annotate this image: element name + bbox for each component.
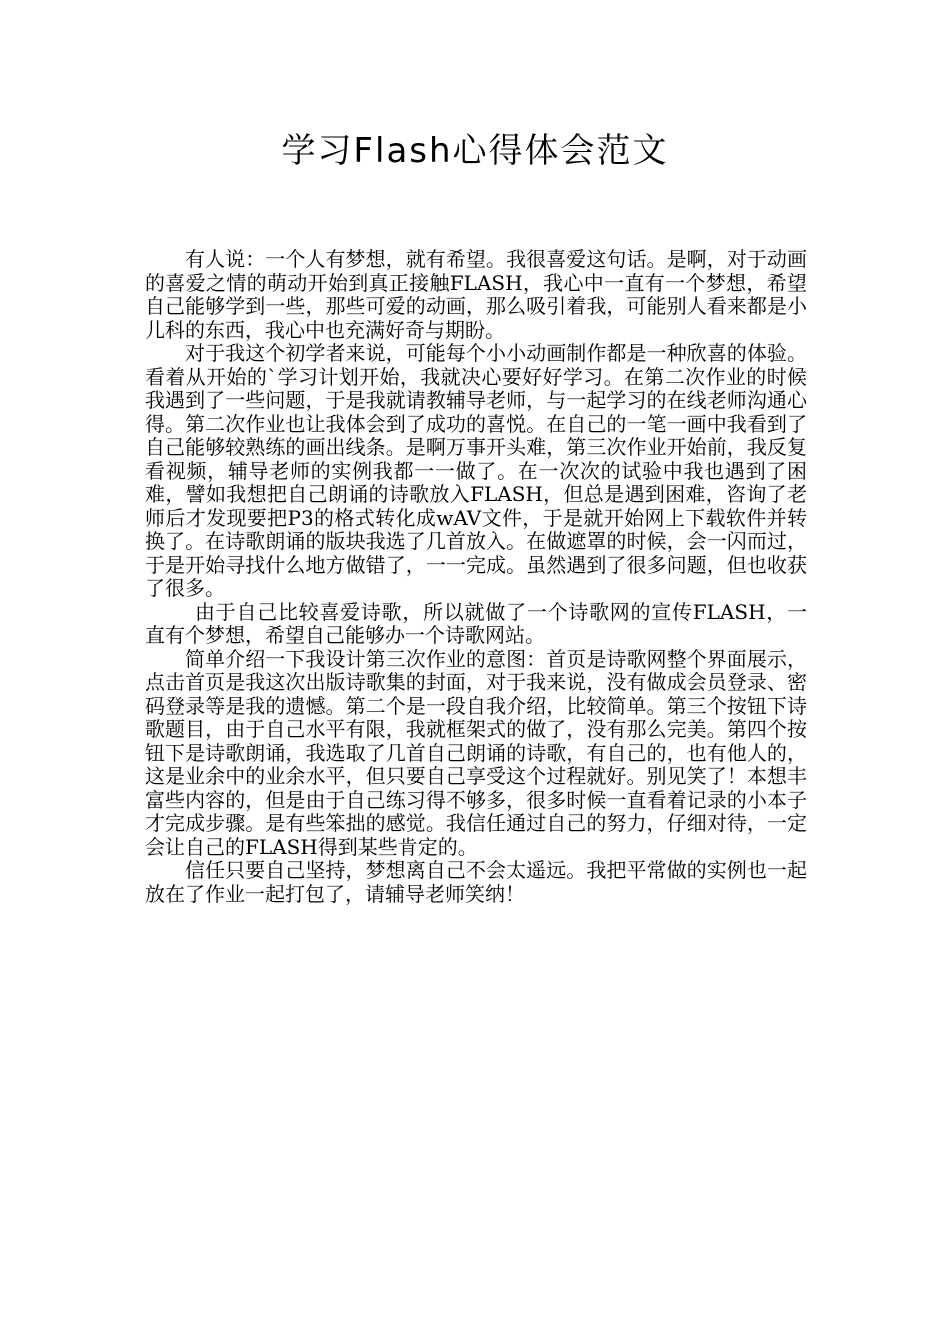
document-title: 学习Flash心得体会范文: [281, 131, 669, 171]
paragraph-2: 对于我这个初学者来说，可能每个小小动画制作都是一种欣喜的体验。看着从开始的`学习计划开始，我就决心要好好学习。在第二次作业的时候我遇到了一些问题，于是我就请教辅导老师，与一起学习的在线老师沟通心得。第二次作业也让我体会到了成功的喜悦。在自己的一笔一画中我看到了自己能够较熟练的画出线条。是啊万事开头难，第三次作业开始前，我反复看视频，辅导老师的实例我都一一做了。在一次次的试验中我也遇到了困难，譬如我想把自己朗诵的诗歌放入FLASH，但总是遇到困难，咨询了老师后才发现要把P3的格式转化成wAV文件，于是就开始网上下载软件并转换了。在诗歌朗诵的版块我选了几首放入。在做遮罩的时候，会一闪而过，于是开始寻找什么地方做错了，一一完成。虽然遇到了很多问题，但也收获了很多。: [145, 341, 807, 600]
paragraph-4: 简单介绍一下我设计第三次作业的意图：首页是诗歌网整个界面展示，点击首页是我这次出版诗歌集的封面，对于我来说，没有做成会员登录、密码登录等是我的遗憾。第二个是一段自我介绍，比较简单。第三个按钮下诗歌题目，由于自己水平有限，我就框架式的做了，没有那么完美。第四个按钮下是诗歌朗诵，我选取了几首自己朗诵的诗歌，有自己的，也有他人的，这是业余中的业余水平，但只要自己享受这个过程就好。别见笑了！本想丰富些内容的，但是由于自己练习得不够多，很多时候一直看着记录的小本子才完成步骤。是有些笨拙的感觉。我信任通过自己的努力，仔细对待，一定会让自己的FLASH得到某些肯定的。: [145, 646, 807, 859]
document-body: [145, 248, 807, 906]
paragraph-3: 由于自己比较喜爱诗歌，所以就做了一个诗歌网的宣传FLASH，一直有个梦想，希望自己能够办一个诗歌网站。: [145, 599, 807, 647]
paragraph-1: 有人说：一个人有梦想，就有希望。我很喜爱这句话。是啊，对于动画的喜爱之情的萌动开始到真正接触FLASH，我心中一直有一个梦想，希望自己能够学到一些，那些可爱的动画，那么吸引着我，可能别人看来都是小儿科的东西，我心中也充满好奇与期盼。: [145, 247, 807, 342]
paragraph-5: 信任只要自己坚持，梦想离自己不会太遥远。我把平常做的实例也一起放在了作业一起打包了，请辅导老师笑纳！: [145, 858, 807, 906]
